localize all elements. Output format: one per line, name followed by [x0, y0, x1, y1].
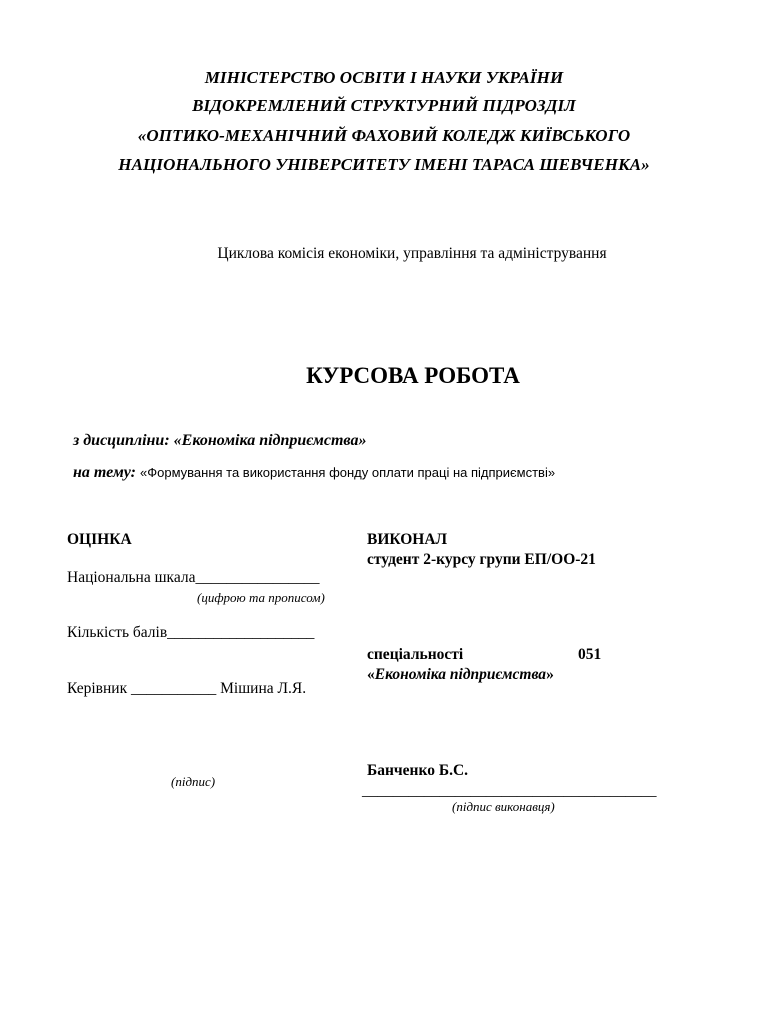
university-line: НАЦІОНАЛЬНОГО УНІВЕРСИТЕТУ ІМЕНІ ТАРАСА ШЕВЧЕНКА» — [118, 155, 650, 174]
college-line: «ОПТИКО-МЕХАНІЧНИЙ ФАХОВИЙ КОЛЕДЖ КИЇВСЬКОГО — [137, 126, 631, 145]
specialty-name: Економіка підприємства — [374, 666, 547, 683]
performer-signature-line: ______________________________________ — [362, 782, 657, 799]
commission-line: Циклова комісія економіки, управління та адміністрування — [217, 245, 607, 262]
performer-heading: ВИКОНАЛ — [367, 531, 448, 548]
specialty-code: 051 — [578, 646, 602, 663]
specialty-name-close-quote: » — [546, 666, 554, 683]
document-title: КУРСОВА РОБОТА — [306, 363, 520, 388]
student-line: студент 2-курсу групи ЕП/ОО-21 — [367, 551, 596, 568]
theme-line — [73, 464, 555, 482]
grade-heading: ОЦІНКА — [67, 531, 132, 548]
supervisor-signature-hint: (підпис) — [171, 774, 216, 789]
specialty-name-line — [367, 666, 554, 684]
theme-label: на тему: — [73, 464, 136, 481]
specialty-name-open-quote: « — [367, 666, 375, 683]
student-name: Банченко Б.С. — [367, 762, 469, 779]
national-scale-hint: (цифрою та прописом) — [197, 590, 325, 605]
specialty-label: спеціальності — [367, 646, 464, 663]
supervisor-line: Керівник ___________ Мішина Л.Я. — [67, 680, 307, 697]
theme-text: «Формування та використання фонду оплати праці на підприємстві» — [140, 465, 556, 480]
ministry-line: МІНІСТЕРСТВО ОСВІТИ І НАУКИ УКРАЇНИ — [204, 68, 564, 87]
division-line: ВІДОКРЕМЛЕНИЙ СТРУКТУРНИЙ ПІДРОЗДІЛ — [192, 96, 576, 115]
points-field: Кількість балів___________________ — [67, 624, 315, 641]
national-scale-field: Національна шкала________________ — [67, 569, 320, 586]
performer-signature-hint: (підпис виконавця) — [452, 799, 555, 814]
discipline-line: з дисципліни: «Економіка підприємства» — [73, 432, 367, 449]
